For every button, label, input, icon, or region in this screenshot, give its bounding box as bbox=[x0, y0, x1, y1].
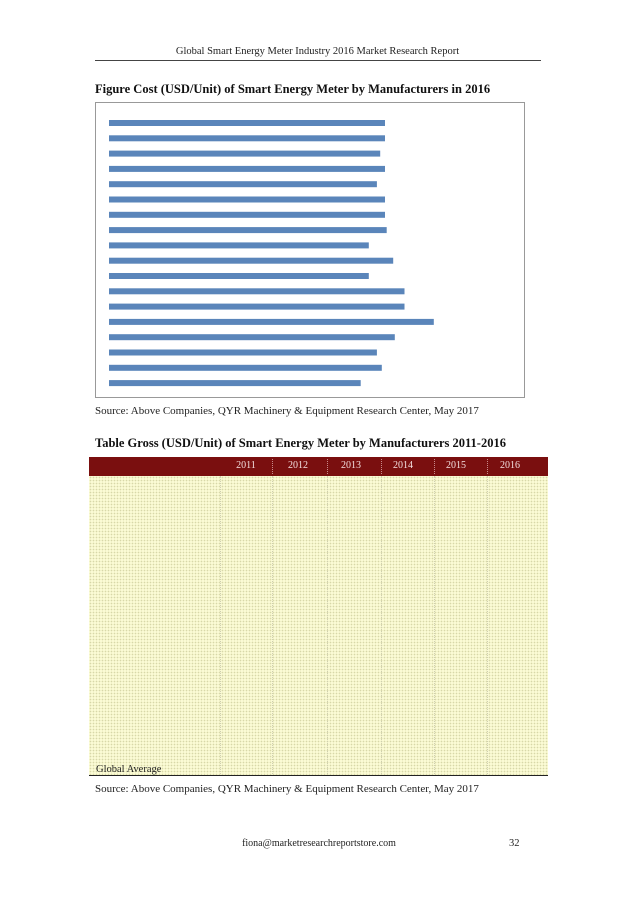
year-header-2011: 2011 bbox=[236, 460, 256, 471]
bar-chart bbox=[95, 102, 525, 398]
footer-email: fiona@marketresearchreportstore.com bbox=[242, 838, 396, 849]
column-divider bbox=[434, 476, 435, 776]
bar-12 bbox=[109, 288, 405, 294]
bar-chart-svg bbox=[96, 103, 526, 399]
year-header-2012: 2012 bbox=[288, 460, 308, 471]
table-source: Source: Above Companies, QYR Machinery & Equipment Research Center, May 2017 bbox=[95, 783, 479, 795]
gross-table bbox=[89, 457, 548, 778]
bar-1 bbox=[109, 120, 385, 126]
bar-6 bbox=[109, 197, 385, 203]
bar-7 bbox=[109, 212, 385, 218]
table-body bbox=[89, 476, 548, 776]
bar-8 bbox=[109, 227, 387, 233]
figure-source: Source: Above Companies, QYR Machinery & Equipment Research Center, May 2017 bbox=[95, 405, 479, 417]
table-bottom-rule bbox=[89, 775, 548, 776]
column-divider bbox=[487, 476, 488, 776]
year-header-2015: 2015 bbox=[446, 460, 466, 471]
bar-17 bbox=[109, 365, 382, 371]
page-number: 32 bbox=[509, 838, 520, 849]
table-header-row bbox=[89, 457, 548, 476]
column-divider bbox=[220, 476, 221, 776]
bar-16 bbox=[109, 350, 377, 356]
page-header: Global Smart Energy Meter Industry 2016 Market Research Report bbox=[175, 46, 460, 57]
bar-14 bbox=[109, 319, 434, 325]
year-header-2016: 2016 bbox=[500, 460, 520, 471]
bar-2 bbox=[109, 135, 385, 141]
bar-9 bbox=[109, 242, 369, 248]
bar-18 bbox=[109, 380, 361, 386]
bar-13 bbox=[109, 304, 405, 310]
global-average-label: Global Average bbox=[96, 764, 162, 775]
bar-4 bbox=[109, 166, 385, 172]
bar-10 bbox=[109, 258, 393, 264]
year-header-2014: 2014 bbox=[393, 460, 413, 471]
table-title: Table Gross (USD/Unit) of Smart Energy Meter by Manufacturers 2011-2016 bbox=[95, 436, 506, 450]
bar-15 bbox=[109, 334, 395, 340]
bar-5 bbox=[109, 181, 377, 187]
bar-3 bbox=[109, 151, 380, 157]
header-divider bbox=[95, 60, 541, 61]
column-divider bbox=[327, 476, 328, 776]
year-header-2013: 2013 bbox=[341, 460, 361, 471]
bar-11 bbox=[109, 273, 369, 279]
column-divider bbox=[272, 476, 273, 776]
figure-title: Figure Cost (USD/Unit) of Smart Energy Meter by Manufacturers in 2016 bbox=[95, 82, 491, 96]
column-divider bbox=[381, 476, 382, 776]
